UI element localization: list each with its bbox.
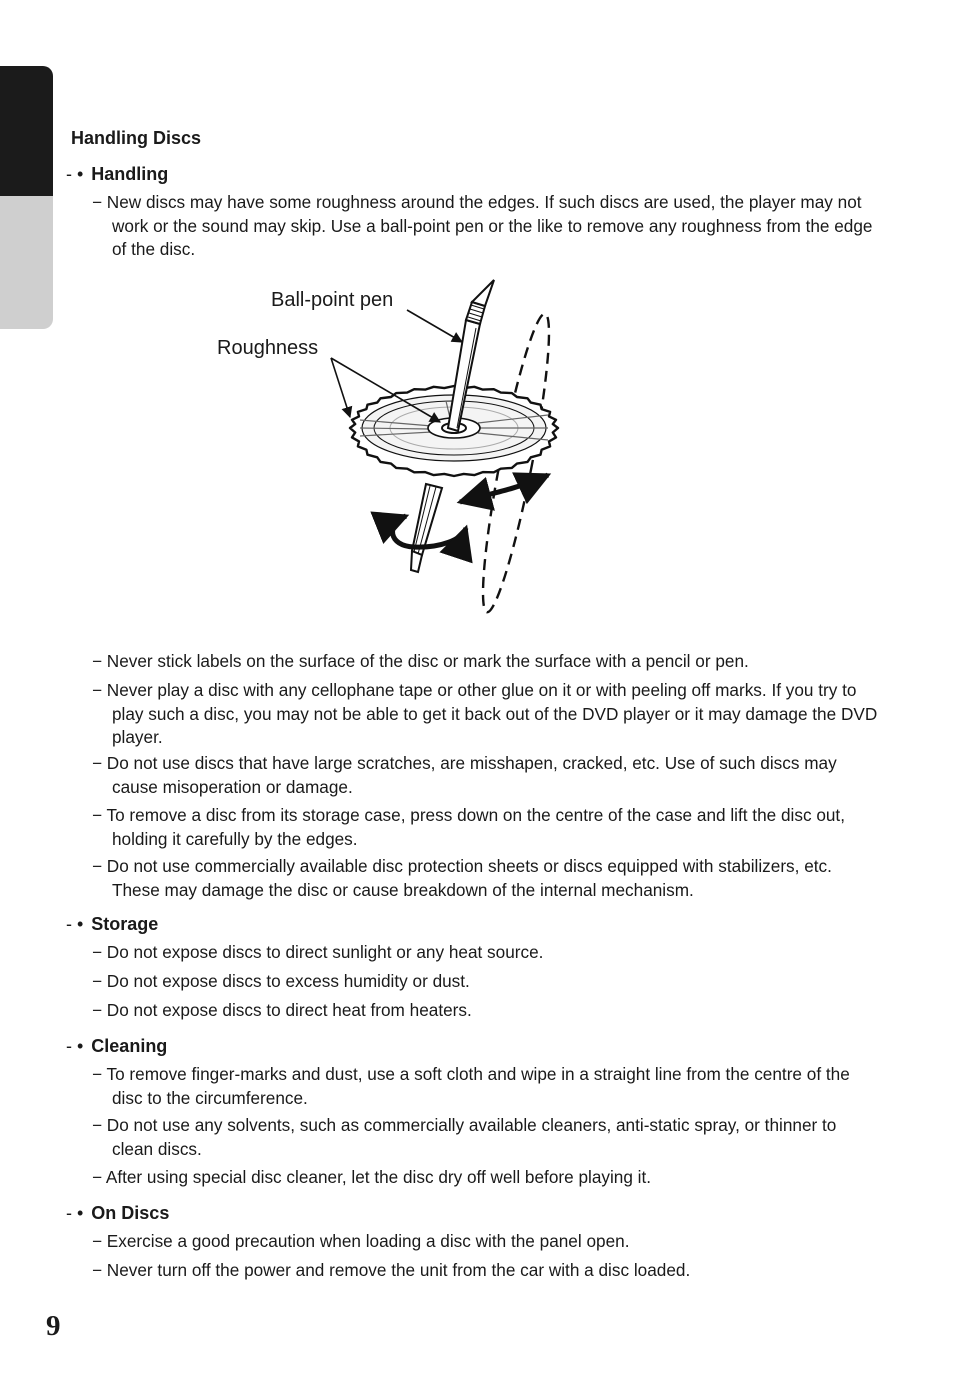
list-item: − Exercise a good precaution when loading a disc with the panel open. bbox=[92, 1231, 630, 1251]
bullet-marker: - • bbox=[66, 164, 84, 184]
list-item: − Do not use any solvents, such as commercially available cleaners, anti-static spray, or thinner to clean discs. bbox=[92, 1115, 837, 1159]
bullet-marker: - • bbox=[66, 1036, 84, 1056]
list-item: − After using special disc cleaner, let the disc dry off well before playing it. bbox=[92, 1167, 652, 1187]
roughness-label: Roughness bbox=[217, 337, 319, 359]
section-tab-light bbox=[0, 196, 53, 329]
page-number: 9 bbox=[46, 1310, 61, 1342]
disc-handling-figure bbox=[200, 270, 600, 620]
list-item: − New discs may have some roughness around the edges. If such discs are used, the player may not work or the sound may skip. Use a ball-point pen or the like to remove any roughness from the edge of the disc. bbox=[92, 192, 873, 259]
list-item: − Do not expose discs to direct heat from heaters. bbox=[92, 1000, 472, 1020]
list-item: − Never turn off the power and remove the unit from the car with a disc loaded. bbox=[92, 1260, 691, 1280]
ball-point-pen-label: Ball-point pen bbox=[271, 289, 394, 311]
section-label: On Discs bbox=[91, 1203, 170, 1223]
bullet-marker: - • bbox=[66, 1203, 84, 1223]
list-item: − Never play a disc with any cellophane tape or other glue on it or with peeling off marks. If you try to play such a disc, you may not be able to get it back out of the DVD player or it may damage the DVD player. bbox=[92, 680, 878, 747]
page-title: Handling Discs bbox=[71, 128, 202, 148]
disc-illustration bbox=[200, 270, 600, 620]
section-tab-dark bbox=[0, 66, 53, 196]
section-label: Handling bbox=[91, 164, 169, 184]
pen-lower-body bbox=[411, 484, 442, 572]
section-label: Storage bbox=[91, 914, 159, 934]
section-label: Cleaning bbox=[91, 1036, 168, 1056]
list-item: − Never stick labels on the surface of the disc or mark the surface with a pencil or pen. bbox=[92, 651, 749, 671]
list-item: − To remove finger-marks and dust, use a soft cloth and wipe in a straight line from the centre of the disc to the circumference. bbox=[92, 1064, 850, 1108]
list-item: − To remove a disc from its storage case, press down on the centre of the case and lift the disc out, holding it carefully by the edges. bbox=[92, 805, 845, 849]
list-item: − Do not expose discs to excess humidity or dust. bbox=[92, 971, 470, 991]
section-heading-storage bbox=[66, 914, 158, 935]
rotate-disc-arrow bbox=[460, 475, 548, 502]
list-item: − Do not expose discs to direct sunlight or any heat source. bbox=[92, 942, 544, 962]
list-item: − Do not use discs that have large scratches, are misshapen, cracked, etc. Use of such discs may cause misoperation or damage. bbox=[92, 753, 837, 797]
list-item: − Do not use commercially available disc protection sheets or discs equipped with stabilizers, etc. These may damage the disc or cause breakdown of the internal mechanism. bbox=[92, 856, 832, 900]
section-heading-handling bbox=[66, 164, 168, 185]
bullet-marker: - • bbox=[66, 914, 84, 934]
section-heading-on-discs bbox=[66, 1203, 169, 1224]
section-heading-cleaning bbox=[66, 1036, 167, 1057]
